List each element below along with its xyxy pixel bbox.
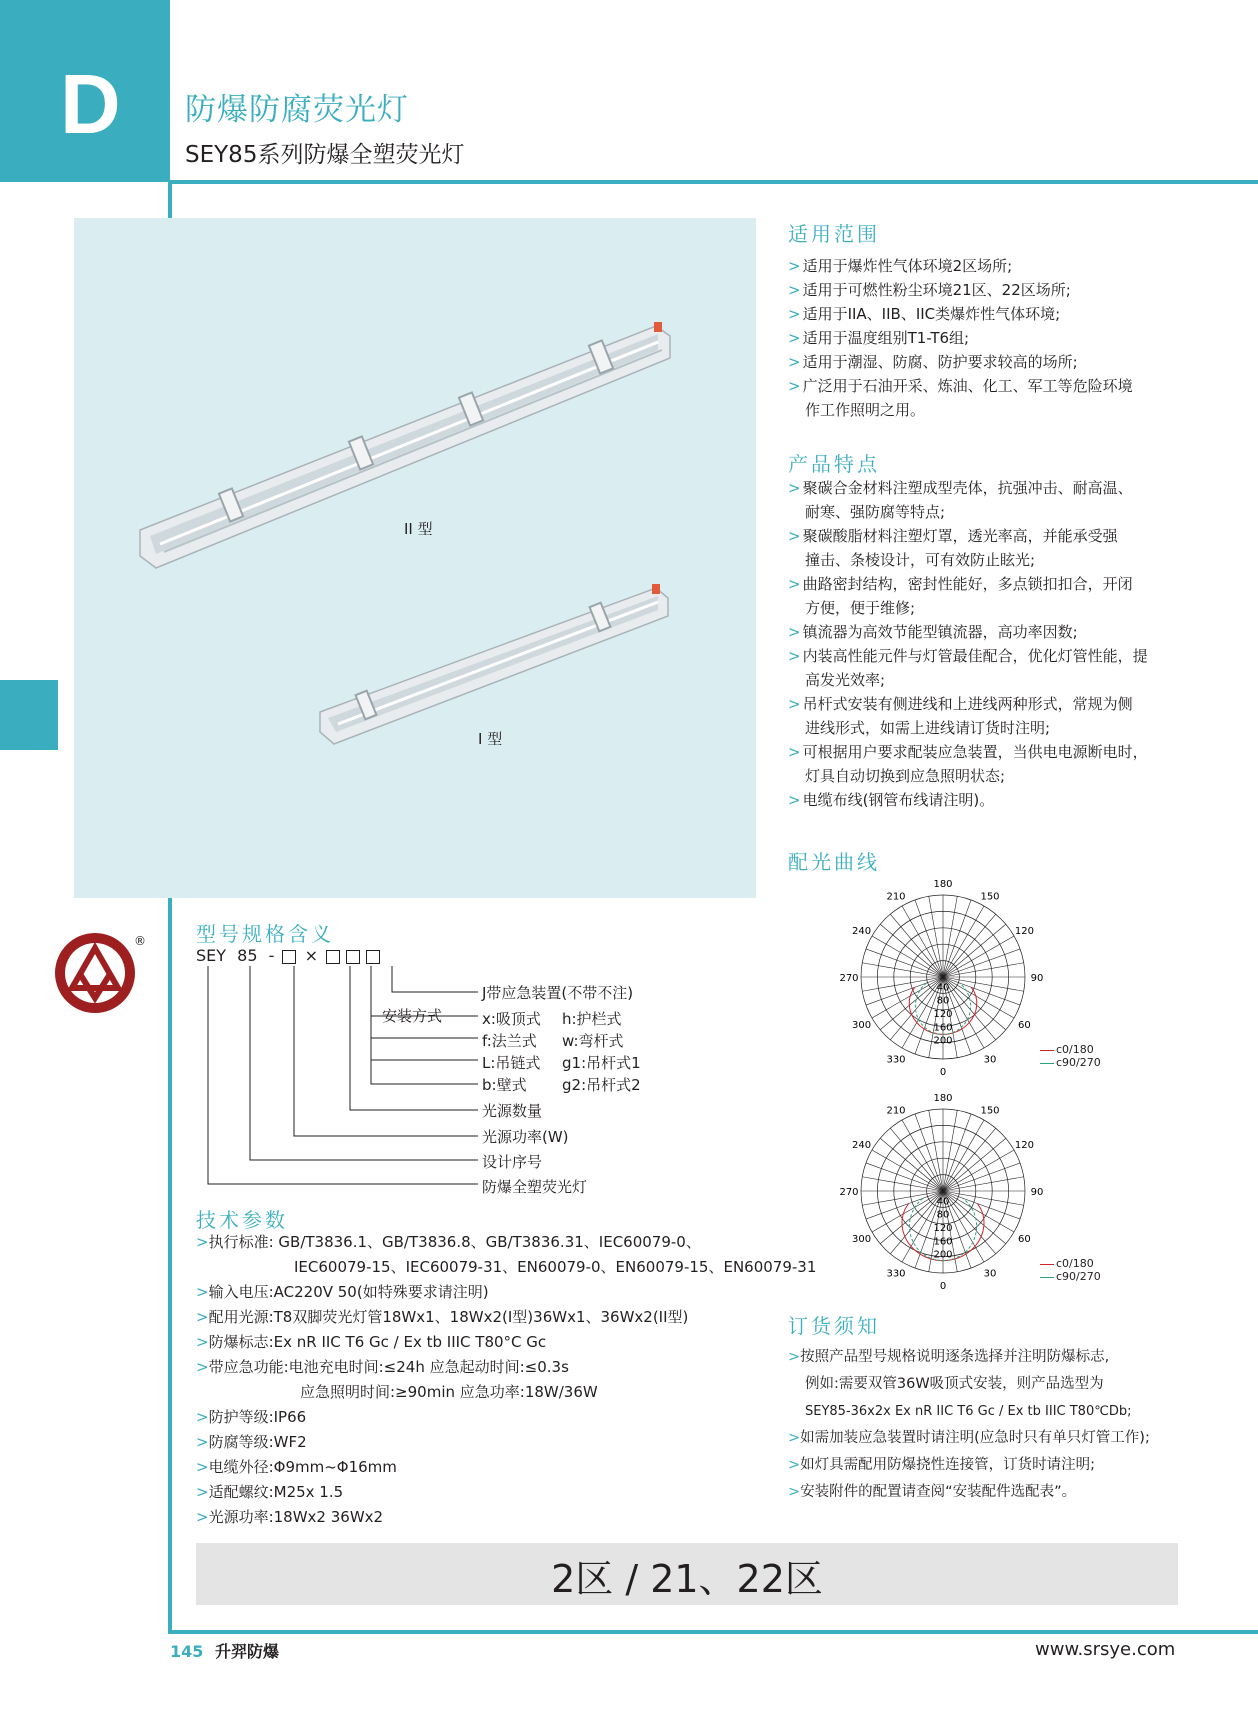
label-x: x:吸顶式	[482, 1010, 541, 1028]
scope-title: 适用范围	[788, 222, 880, 246]
feature-item: > 曲路密封结构，密封性能好，多点锁扣扣合，开闭	[788, 575, 1133, 593]
radial-label: 80	[936, 995, 950, 1007]
page-title: 防爆防腐荧光灯	[185, 92, 409, 128]
side-tab	[0, 680, 58, 750]
feature-item-cont: 耐寒、强防腐等特点;	[805, 503, 946, 521]
model-prefix: SEY	[196, 946, 227, 965]
tech-row: >适配螺纹:M25x 1.5	[196, 1483, 344, 1501]
feature-item-cont: 方便，便于维修;	[805, 599, 916, 617]
angle-label: 30	[983, 1054, 997, 1066]
label-count: 光源数量	[482, 1102, 543, 1120]
scope-item: > 适用于可燃性粉尘环境21区、22区场所;	[788, 281, 1071, 299]
legend-item-c0: c0/180	[1040, 1043, 1101, 1056]
model-dash: -	[268, 946, 275, 965]
angle-label: 120	[1014, 926, 1034, 937]
angle-label: 150	[980, 891, 1000, 903]
angle-label: 210	[886, 1105, 906, 1117]
angle-label: 330	[886, 1268, 906, 1280]
label-b: b:壁式	[482, 1076, 527, 1094]
feature-item: > 内装高性能元件与灯管最佳配合，优化灯管性能，提	[788, 647, 1148, 665]
radial-label: 80	[936, 1209, 950, 1221]
tech-row: >防护等级:IP66	[196, 1408, 307, 1426]
tech-title: 技术参数	[196, 1208, 288, 1232]
angle-label: 210	[886, 891, 906, 903]
model-title: 型号规格含义	[196, 922, 334, 946]
label-h: h:护栏式	[562, 1010, 622, 1028]
tech-list	[196, 1230, 816, 1530]
label-name: 防爆全塑荧光灯	[482, 1178, 588, 1196]
tech-row: >防爆标志:Ex nR IIC T6 Gc / Ex tb IIIC T80°C Gc	[196, 1333, 547, 1351]
legend-item-c90: c90/270	[1040, 1270, 1101, 1283]
page-number: 145	[170, 1642, 204, 1661]
order-title: 订货须知	[788, 1314, 880, 1338]
feature-item-cont: 高发光效率;	[805, 671, 886, 689]
legend-2	[1040, 1257, 1101, 1283]
feature-item-cont: 进线形式，如需上进线请订货时注明;	[805, 719, 1051, 737]
bottom-divider	[168, 1630, 1258, 1634]
feature-item: > 聚碳合金材料注塑成型壳体，抗强冲击、耐高温、	[788, 479, 1133, 497]
label-w: w:弯杆式	[562, 1032, 624, 1050]
page-subtitle: SEY85系列防爆全塑荧光灯	[185, 142, 465, 168]
tech-row: >输入电压:AC220V 50(如特殊要求请注明)	[196, 1283, 489, 1301]
tech-row: >光源功率:18Wx2 36Wx2	[196, 1508, 384, 1526]
angle-label: 0	[939, 1067, 947, 1078]
angle-label: 30	[983, 1268, 997, 1280]
angle-label: 120	[1014, 1140, 1034, 1151]
tech-row: >电缆外径:Φ9mm~Φ16mm	[196, 1458, 397, 1476]
tech-row: >执行标准: GB/T3836.1、GB/T3836.8、GB/T3836.31、IEC60079-0、	[196, 1233, 701, 1251]
fluorescent-lamp-illustration	[74, 218, 756, 898]
legend-item-c0: c0/180	[1040, 1257, 1101, 1270]
company-logo	[52, 930, 138, 1016]
polar-chart-2	[830, 1088, 1070, 1294]
tech-row: >防腐等级:WF2	[196, 1433, 307, 1451]
angle-label: 270	[839, 1187, 859, 1198]
order-item-cont: SEY85-36x2x Ex nR IIC T6 Gc / Ex tb IIIC T80℃Db;	[805, 1404, 1132, 1419]
order-item-cont: 例如:需要双管36W吸顶式安装，则产品选型为	[805, 1376, 1104, 1392]
tech-row-cont: 应急照明时间:≥90min 应急功率:18W/36W	[300, 1383, 598, 1401]
label-g2: g2:吊杆式2	[562, 1076, 641, 1094]
angle-label: 240	[852, 1140, 872, 1151]
label-type-1: I 型	[478, 730, 503, 748]
radial-label: 200	[933, 1249, 953, 1261]
scope-list	[788, 254, 1133, 422]
order-item: >如灯具需配用防爆挠性连接管，订货时请注明;	[788, 1457, 1096, 1473]
label-power: 光源功率(W)	[482, 1128, 569, 1146]
label-f: f:法兰式	[482, 1032, 537, 1050]
angle-label: 180	[933, 1093, 953, 1104]
product-photo	[74, 218, 756, 898]
section-letter: D	[60, 57, 121, 151]
top-divider	[170, 180, 1258, 184]
radial-label: 120	[933, 1009, 953, 1021]
tech-row-cont: IEC60079-15、IEC60079-31、EN60079-0、EN60079-15、EN60079-31	[294, 1258, 817, 1276]
features-list	[788, 476, 1148, 812]
zone-text: 2区 / 21、22区	[551, 1557, 823, 1601]
angle-label: 150	[980, 1105, 1000, 1117]
label-install: 安装方式	[382, 1007, 443, 1025]
polar-chart-1	[830, 874, 1070, 1080]
scope-item: > 适用于爆炸性气体环境2区场所;	[788, 257, 1013, 275]
page-footer-left	[170, 1639, 279, 1662]
angle-label: 0	[939, 1281, 947, 1292]
radial-label: 160	[933, 1022, 953, 1034]
angle-label: 330	[886, 1054, 906, 1066]
tech-row: >带应急功能:电池充电时间:≤24h 应急起动时间:≤0.3s	[196, 1358, 569, 1376]
model-connector-lines	[196, 956, 496, 1186]
feature-item: > 可根据用户要求配装应急装置，当供电电源断电时，	[788, 743, 1148, 761]
features-title: 产品特点	[788, 452, 880, 476]
feature-item: > 镇流器为高效节能型镇流器，高功率因数;	[788, 623, 1078, 641]
order-item: >如需加装应急装置时请注明(应急时只有单只灯管工作);	[788, 1430, 1150, 1446]
angle-label: 180	[933, 879, 953, 890]
feature-item: > 吊杆式安装有侧进线和上进线两种形式，常规为侧	[788, 695, 1133, 713]
feature-item-cont: 撞击、条棱设计，可有效防止眩光;	[805, 551, 1036, 569]
label-g1: g1:吊杆式1	[562, 1054, 641, 1072]
radial-label: 160	[933, 1236, 953, 1248]
radial-label: 120	[933, 1223, 953, 1235]
angle-label: 90	[1030, 973, 1044, 984]
label-design: 设计序号	[482, 1153, 543, 1171]
radial-label: 200	[933, 1035, 953, 1047]
label-type-2: II 型	[404, 520, 433, 538]
scope-item: > 广泛用于石油开采、炼油、化工、军工等危险环境	[788, 377, 1133, 395]
tech-row: >配用光源:T8双脚荧光灯管18Wx1、18Wx2(I型)36Wx1、36Wx2(II型)	[196, 1308, 689, 1326]
radial-label: 40	[936, 1196, 950, 1208]
registered-mark: ®	[134, 934, 146, 948]
angle-label: 60	[1018, 1020, 1031, 1031]
legend-item-c90: c90/270	[1040, 1056, 1101, 1069]
angle-label: 300	[852, 1234, 872, 1245]
feature-item: > 电缆布线(钢管布线请注明)。	[788, 791, 995, 809]
model-number: 85	[237, 946, 258, 965]
curve-title: 配光曲线	[788, 850, 880, 874]
order-item: >安装附件的配置请查阅“安装配件选配表”。	[788, 1484, 1077, 1500]
scope-item: > 适用于温度组别T1-T6组;	[788, 329, 970, 347]
scope-item: > 适用于潮湿、防腐、防护要求较高的场所;	[788, 353, 1078, 371]
angle-label: 300	[852, 1020, 872, 1031]
order-list	[788, 1344, 1150, 1506]
scope-item-cont: 作工作照明之用。	[805, 401, 926, 419]
angle-label: 240	[852, 926, 872, 937]
order-item: >按照产品型号规格说明逐条选择并注明防爆标志,	[788, 1349, 1110, 1365]
label-emergency: J带应急装置(不带不注)	[482, 984, 634, 1002]
feature-item-cont: 灯具自动切换到应急照明状态;	[805, 767, 1006, 785]
scope-item: > 适用于IIA、IIB、IIC类爆炸性气体环境;	[788, 305, 1061, 323]
angle-label: 90	[1030, 1187, 1044, 1198]
lamp-type-1	[320, 584, 668, 744]
website-link[interactable]: www.srsye.com	[1035, 1639, 1176, 1660]
angle-label: 60	[1018, 1234, 1031, 1245]
legend-1	[1040, 1043, 1101, 1069]
model-times: ×	[304, 946, 318, 965]
radial-label: 40	[936, 982, 950, 994]
brand-name: 升羿防爆	[214, 1642, 279, 1661]
feature-item: > 聚碳酸脂材料注塑灯罩，透光率高，并能承受强	[788, 527, 1118, 545]
angle-label: 270	[839, 973, 859, 984]
label-l: L:吊链式	[482, 1054, 541, 1072]
